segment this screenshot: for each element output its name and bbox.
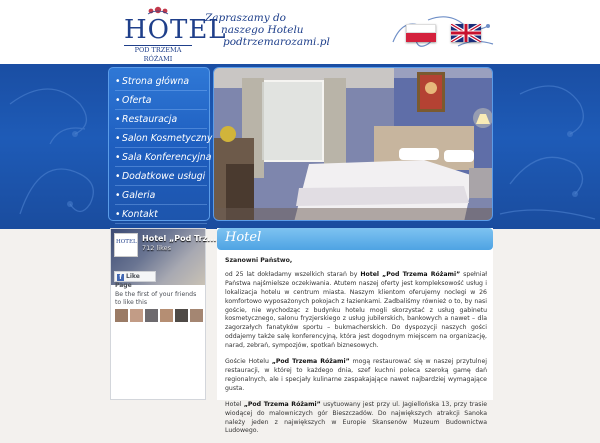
facebook-like-count: 712 likes: [142, 244, 172, 252]
greeting: Szanowni Państwo,: [225, 257, 293, 264]
bullet-icon: •: [115, 171, 121, 182]
main-content: [217, 228, 493, 435]
bullet-icon: •: [115, 152, 121, 163]
facebook-like-box: [110, 228, 217, 400]
slogan-line: podtrzemarozami.pl: [223, 36, 330, 48]
swirl-ornament-icon: [388, 12, 498, 52]
paragraph: [225, 401, 487, 437]
slogan-line: Zapraszamy do: [205, 12, 287, 24]
paragraph-text: mogą restaurować się w naszej przytulnej restauracji, w której to każdego dnia, szef kuchni poleca szeroką gamę dań regionalnych, ale i specjały kulinarne zaspakajające nawet najbardziej wymagające gusta.: [225, 358, 487, 392]
facebook-page-name[interactable]: Hotel „Pod Trz...: [142, 234, 217, 243]
nav-item-offer[interactable]: [115, 91, 207, 110]
facebook-friends-text: Be the first of your friends to like this: [115, 291, 197, 306]
logo-sub-text: POD TRZEMA RÓŻAMI: [124, 45, 192, 65]
facebook-friend-faces: [115, 309, 203, 323]
hotel-name: Hotel „Pod Trzema Różami”: [360, 270, 461, 278]
thumbnail-logo-text: HOTEL: [116, 239, 137, 245]
hotel-logo[interactable]: [124, 5, 227, 63]
nav-item-extra-services[interactable]: [115, 167, 207, 186]
like-page-label: Like Page: [115, 273, 140, 289]
avatar[interactable]: [145, 309, 158, 322]
bullet-icon: •: [115, 114, 121, 125]
hotel-room-photo: [213, 67, 493, 221]
nav-item-conference-room[interactable]: [115, 148, 212, 167]
nav-item-restaurant[interactable]: [115, 110, 207, 129]
hotel-name: „Pod Trzema Różami”: [243, 400, 321, 408]
nav-item-gallery[interactable]: [115, 186, 207, 205]
welcome-slogan: [205, 12, 375, 48]
nav-item-label: Galeria: [122, 190, 156, 201]
paragraph-text: usytuowany jest przy ul. Jagiellońska 13, przy trasie wiodącej do malowniczych gór Bieszczadów. Do największych atrakcji Sanoka należy jeden z największych w Europie Skansenów Muzeum Budownictwa Ludowego.: [225, 400, 488, 435]
nav-item-beauty-salon[interactable]: [115, 129, 213, 148]
nav-item-label: Oferta: [122, 95, 152, 106]
nav-item-label: Dodatkowe usługi: [122, 171, 206, 182]
paragraph: [225, 271, 487, 351]
paragraph-text: Hotel: [225, 400, 244, 408]
header: [0, 0, 600, 64]
like-page-button[interactable]: [114, 271, 156, 289]
flag-gb-icon[interactable]: [451, 24, 481, 42]
bullet-icon: •: [115, 190, 121, 201]
avatar[interactable]: [160, 309, 173, 322]
content-text: [225, 257, 487, 443]
slogan-line: naszego Hotelu: [221, 24, 304, 36]
nav-item-label: Strona główna: [122, 76, 190, 87]
main-menu: [108, 67, 213, 221]
avatar[interactable]: [130, 309, 143, 322]
nav-item-label: Restauracja: [122, 114, 178, 125]
nav-item-label: Sala Konferencyjna: [122, 152, 212, 163]
avatar[interactable]: [190, 309, 203, 322]
nav-item-home[interactable]: [115, 72, 207, 91]
paragraph: [225, 358, 487, 394]
avatar[interactable]: [115, 309, 128, 322]
bullet-icon: •: [115, 76, 121, 87]
page-title: Hotel: [225, 230, 262, 245]
rose-ornament-icon: [146, 5, 170, 15]
hotel-name: „Pod Trzema Różami”: [271, 358, 350, 366]
logo-main-text: HOTEL: [124, 15, 227, 45]
flag-pl-icon[interactable]: [406, 24, 436, 42]
facebook-icon: f: [117, 274, 124, 281]
bullet-icon: •: [115, 95, 121, 106]
nav-item-label: Kontakt: [122, 209, 158, 220]
paragraph-text: od 25 lat dokładamy wszelkich starań by: [225, 270, 361, 278]
content-title-bar: [217, 228, 493, 250]
paragraph-text: spełniał Państwa najśmielsze oczekiwania. Atutem naszej oferty jest kompleksowość usług i lokalizacja hotelu w centrum miasta. Naszym klientom oferujemy noclegi w 26 komfortowo wyposażonych pokojach z łazienkami. Zadbaliśmy również o to, by nasi goście, nie wychodząc z budynku hotelu mogli skorzystać z usług gabinetu kosmetycznego, salonu fryzjerskiego z usług jubilerskich, bankowych a nawet – dla zagorzałych fanatyków sportu – bukmacherskich. Do dyspozycji naszych gości oddajemy także salę konferencyjną, która jest dogodnym miejscem na organizację, narad, zebrań, sympozjów, spotkań biznesowych.: [225, 270, 488, 350]
facebook-page-thumbnail[interactable]: [114, 233, 138, 257]
nav-item-label: Salon Kosmetyczny: [122, 133, 213, 144]
avatar[interactable]: [175, 309, 188, 322]
paragraph-text: Goście Hotelu: [225, 358, 272, 366]
bullet-icon: •: [115, 133, 121, 144]
bullet-icon: •: [115, 209, 121, 220]
nav-item-contact[interactable]: [115, 205, 207, 224]
